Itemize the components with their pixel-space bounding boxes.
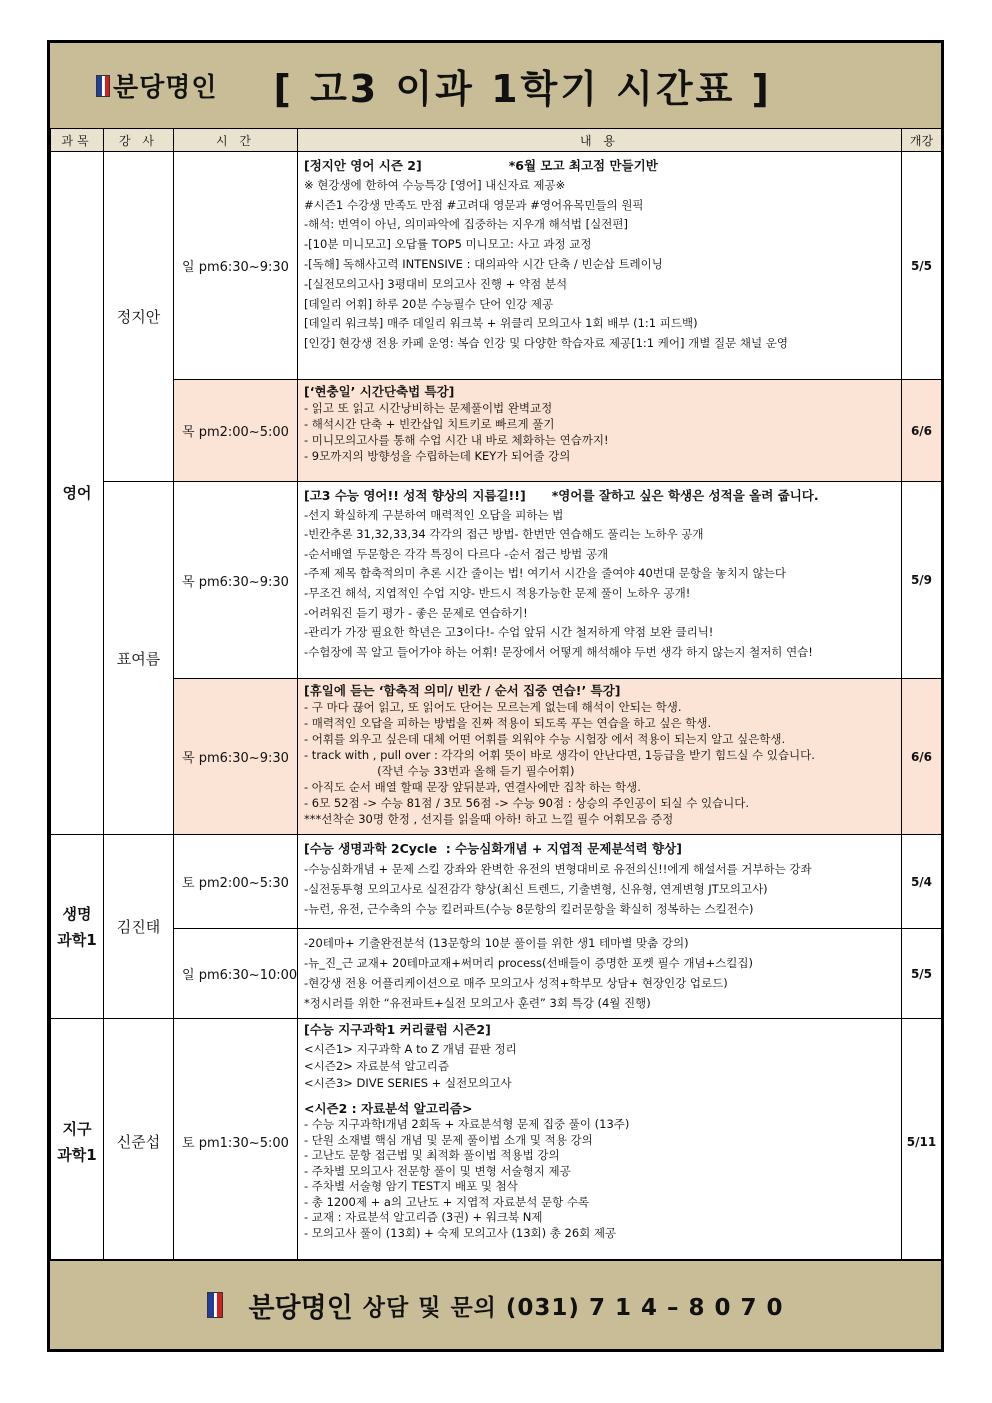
- table-row: [51, 482, 942, 679]
- header-logo: [96, 67, 217, 104]
- content-line: - 주차별 모의고사 전문항 풀이 및 변형 서술형지 제공: [304, 1163, 571, 1178]
- timetable-frame: [47, 40, 944, 1352]
- content-line: -빈칸추론 31,32,33,34 각각의 접근 방법- 한번만 연습해도 풀리는 노하우 공개: [304, 527, 704, 542]
- teacher-cell: 표여름: [104, 482, 174, 835]
- header-banner: [50, 43, 941, 130]
- page-title: [ 고3 이과 1학기 시간표 ]: [273, 67, 772, 111]
- time-cell: 목 pm6:30~9:30: [174, 482, 298, 679]
- content-line: - 총 1200제 + a의 고난도 + 지엽적 자료분석 문항 수록: [304, 1194, 590, 1209]
- content-line: -관리가 가장 필요한 학년은 고3이다!- 수업 앞뒤 시간 철저하게 약점 보완 클리닉!: [304, 625, 714, 640]
- brand-logo-icon: [207, 1292, 223, 1318]
- content-line: -[10분 미니모고] 오답률 TOP5 미니모고: 사고 과정 교정: [304, 237, 592, 252]
- subject-cell: 지구 과학1: [51, 1019, 104, 1265]
- content-line: [인강] 현강생 전용 카페 운영: 복습 인강 및 다양한 학습자료 제공[1:1 케어] 개별 질문 채널 운영: [304, 336, 788, 351]
- content-line: -수험장에 꼭 알고 들어가야 하는 어휘! 문장에서 어떻게 해석해야 두번 생각 하지 않는지 철저히 연습!: [304, 644, 813, 659]
- content-line: #시즌1 수강생 만족도 만점 #고려대 영문과 #영어유목민들의 원픽: [304, 197, 644, 212]
- content-line: -20테마+ 기출완전분석 (13문항의 10분 풀이를 위한 생1 테마별 맞춤 강의): [304, 936, 689, 950]
- content-line: - 어휘를 외우고 싶은데 대체 어떤 어휘를 외워야 수능 시험장 에서 적용이 되는지 알고 싶은학생.: [304, 732, 786, 746]
- table-row: [51, 152, 942, 380]
- content-heading: [고3 수능 영어!! 성적 향상의 지름길!!] *영어를 잘하고 싶은 학생은 성적을 올려 줍니다.: [304, 488, 819, 503]
- table-header-row: [51, 129, 942, 152]
- content-heading: [휴일에 듣는 ‘함축적 의미/ 빈칸 / 순서 집중 연습!’ 특강]: [304, 683, 621, 698]
- content-line: -실전동투형 모의고사로 실전감각 향상(최신 트렌드, 기출변형, 신유형, 연계변형 JT모의고사): [304, 882, 768, 896]
- content-heading: [수능 지구과학1 커리큘럼 시즌2]: [304, 1022, 491, 1037]
- teacher-cell: 정지안: [104, 152, 174, 482]
- content-line: - 수능 지구과학Ⅰ개념 2회독 + 자료분석형 문제 집중 풀이 (13주): [304, 1117, 630, 1131]
- content-line: *정시러를 위한 “유전파트+실전 모의고사 훈련” 3회 특강 (4월 진행): [304, 996, 651, 1010]
- content-line: - track with , pull over : 각각의 어휘 뜻이 바로 생각이 안난다면, 1등급을 받기 힘드실 수 있습니다.: [304, 748, 815, 762]
- content-heading: [‘현충일’ 시간단축법 특강]: [304, 384, 455, 399]
- sessions-cell: 6/6: [902, 679, 942, 835]
- subject-cell: 생명 과학1: [51, 835, 104, 1019]
- season-line: <시즌1> 지구과학 A to Z 개념 끝판 정리: [304, 1042, 517, 1056]
- content-cell: [298, 929, 902, 1019]
- content-cell: [298, 380, 902, 482]
- content-line: - 9모까지의 방향성을 수립하는데 KEY가 되어줄 강의: [304, 449, 571, 463]
- contact-phone: 상담 및 문의 (031) 7 1 4 – 8 0 7 0: [362, 1294, 784, 1321]
- content-line: -[독해] 독해사고력 INTENSIVE : 대의파악 시간 단축 / 빈순삽 트레이닝: [304, 256, 663, 271]
- content-line: ※ 현강생에 한하여 수능특강 [영어] 내신자료 제공※: [304, 177, 566, 192]
- time-cell: 목 pm6:30~9:30: [174, 679, 298, 835]
- content-line: - 6모 52점 -> 수능 81점 / 3모 56점 -> 수능 90점 : 상승의 주인공이 되실 수 있습니다.: [304, 796, 750, 810]
- content-line: - 구 마다 끊어 읽고, 또 읽어도 단어는 모르는게 없는데 해석이 안되는 학생.: [304, 700, 682, 714]
- header-brand: 분당명인: [113, 73, 218, 103]
- content-heading: [수능 생명과학 2Cycle : 수능심화개념 + 지엽적 문제분석력 향상]: [304, 841, 682, 856]
- content-line: -어려워진 듣기 평가 - 좋은 문제로 연습하기!: [304, 605, 528, 620]
- content-line: - 읽고 또 읽고 시간낭비하는 문제풀이법 완벽교정: [304, 401, 553, 415]
- content-heading: [정지안 영어 시즌 2] *6월 모고 최고점 만들기반: [304, 158, 658, 173]
- time-cell: 토 pm2:00~5:30: [174, 835, 298, 929]
- sessions-cell: 5/5: [902, 152, 942, 380]
- season-line: <시즌2> 자료분석 알고리즘: [304, 1059, 449, 1073]
- col-sessions: 개강: [902, 129, 942, 152]
- time-cell: 일 pm6:30~9:30: [174, 152, 298, 380]
- content-line: -선지 확실하게 구분하여 매력적인 오답을 피하는 법: [304, 507, 564, 522]
- content-line: -뉴_진_근 교재+ 20테마교재+써머리 process(선배들이 증명한 포켓 필수 개념+스킬집): [304, 956, 753, 970]
- brand-logo-icon: [96, 75, 110, 97]
- content-cell: [298, 835, 902, 929]
- sessions-cell: 6/6: [902, 380, 942, 482]
- time-cell: 일 pm6:30~10:00: [174, 929, 298, 1019]
- season-line: <시즌3> DIVE SERIES + 실전모의고사: [304, 1076, 512, 1090]
- content-cell: [298, 152, 902, 380]
- table-row: [51, 1019, 942, 1265]
- sessions-cell: 5/5: [902, 929, 942, 1019]
- footer-brand: 분당명인: [248, 1292, 353, 1324]
- sessions-cell: 5/11: [902, 1019, 942, 1265]
- content-subheading: <시즌2 : 자료분석 알고리즘>: [304, 1101, 473, 1116]
- col-content: 내 용: [298, 129, 902, 152]
- content-cell: [298, 482, 902, 679]
- content-line: -순서배열 두문항은 각각 특징이 다르다 -순서 접근 방법 공개: [304, 546, 609, 561]
- table-row: [51, 929, 942, 1019]
- teacher-cell: 김진태: [104, 835, 174, 1019]
- sessions-cell: 5/9: [902, 482, 942, 679]
- content-line: - 고난도 문항 접근법 및 최적화 풀이법 적용법 강의: [304, 1148, 560, 1162]
- time-cell: 토 pm1:30~5:00: [174, 1019, 298, 1265]
- col-subject: 과목: [51, 129, 104, 152]
- time-cell: 목 pm2:00~5:00: [174, 380, 298, 482]
- content-line: [데일리 어휘] 하루 20분 수능필수 단어 인강 제공: [304, 296, 554, 311]
- footer-banner: [50, 1259, 941, 1349]
- col-teacher: 강 사: [104, 129, 174, 152]
- content-line: - 미니모의고사를 통해 수업 시간 내 바로 체화하는 연습까지!: [304, 433, 609, 447]
- col-time: 시 간: [174, 129, 298, 152]
- sessions-cell: 5/4: [902, 835, 942, 929]
- content-line: - 주차별 서술형 암기 TEST지 배포 및 첨삭: [304, 1179, 518, 1193]
- table-row: [51, 835, 942, 929]
- content-line: -해석: 번역이 아닌, 의미파악에 집중하는 지우개 해석법 [실전편]: [304, 217, 628, 232]
- content-line: -수능심화개념 + 문제 스킬 강좌와 완벽한 유전의 변형대비로 유전의신!!에게 해설서를 거부하는 강좌: [304, 862, 812, 876]
- content-line: - 아직도 순서 배열 할때 문장 앞뒤분과, 연결사에만 집착 하는 학생.: [304, 780, 641, 794]
- subject-cell: 영어: [51, 152, 104, 835]
- content-line: -[실전모의고사] 3평대비 모의고사 진행 + 약점 분석: [304, 276, 568, 291]
- content-line: - 교재 : 자료분석 알고리즘 (3권) + 워크북 N제: [304, 1210, 543, 1224]
- content-line: - 모의고사 풀이 (13회) + 숙제 모의고사 (13회) 총 26회 제공: [304, 1225, 617, 1240]
- content-line: (작년 수능 33번과 올해 듣기 필수어휘): [304, 764, 575, 778]
- schedule-table: [50, 128, 942, 1265]
- content-line: -무조건 해석, 지엽적인 수업 지양- 반드시 적용가능한 문제 풀이 노하우 공개!: [304, 585, 691, 600]
- content-line: - 단원 소재별 핵심 개념 및 문제 풀이법 소개 및 적용 강의: [304, 1132, 593, 1147]
- content-line: -뉴런, 유전, 근수축의 수능 킬러파트(수능 8문항의 킬러문항을 확실히 정복하는 스킬전수): [304, 902, 754, 916]
- content-line: [데일리 워크북] 매주 데일리 워크북 + 위클리 모의고사 1회 배부 (1:1 피드백): [304, 316, 698, 331]
- teacher-cell: 신준섭: [104, 1019, 174, 1265]
- content-cell: [298, 679, 902, 835]
- content-cell: [298, 1019, 902, 1265]
- content-line: -현강생 전용 어플리케이션으로 매주 모의고사 성적+학부모 상담+ 현장인강 업로드): [304, 976, 728, 990]
- table-row: [51, 679, 942, 835]
- table-row: [51, 380, 942, 482]
- content-line: ***선착순 30명 한정 , 선지를 읽을때 아하! 하고 느낄 필수 어휘모음 증정: [304, 812, 674, 826]
- content-line: - 매력적인 오답을 피하는 방법을 진짜 적용이 되도록 푸는 연습을 하고 싶은 학생.: [304, 716, 712, 730]
- content-line: -주제 제목 함축적의미 추론 시간 줄이는 법! 여기서 시간을 줄여야 40번대 문항을 놓치지 않는다: [304, 566, 786, 581]
- content-line: - 해석시간 단축 + 빈칸삽입 치트키로 빠르게 풀기: [304, 417, 555, 431]
